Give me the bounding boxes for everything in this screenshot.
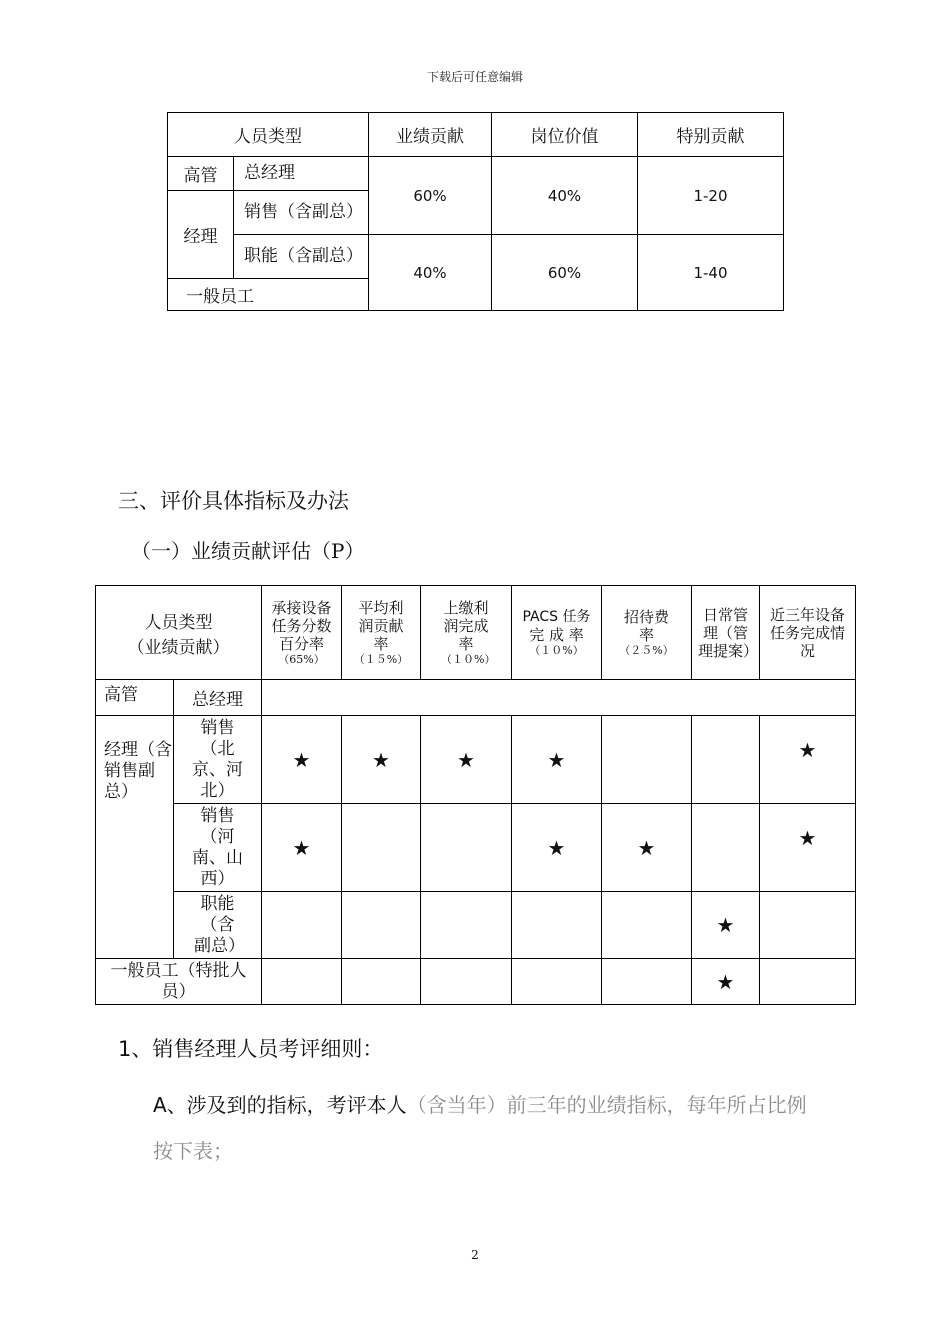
weight-table (167, 112, 784, 311)
th-col-hospitality-sub: （２５%） (619, 643, 674, 657)
empty-cell (342, 959, 421, 1005)
th-col-equipment (262, 586, 342, 680)
page-number: 2 (471, 1248, 479, 1262)
th-type-label: 人员类型 (144, 612, 213, 633)
page-header: 下载后可任意编辑 (426, 70, 523, 84)
star-cell: ★ (342, 716, 421, 804)
cell-g2-special: 1-40 (638, 235, 784, 311)
cell-gaoguan: 高管 (168, 157, 234, 191)
empty-cell (760, 892, 856, 959)
empty-cell (602, 892, 692, 959)
empty-cell (421, 892, 512, 959)
th-type (96, 586, 262, 680)
cell-g2-position: 60% (492, 235, 638, 311)
th-col-pacs-label-a: PACS 任务 (522, 609, 591, 625)
th-col-profit-label: 平均利润贡献率 (358, 598, 404, 653)
item-a-text-2: （含当年）前三年的业绩指标，每年所占比例按下表； (153, 1093, 807, 1163)
star-cell: ★ (512, 804, 602, 892)
cell-g1-performance: 60% (369, 157, 492, 235)
empty-cell (262, 892, 342, 959)
star-cell: ★ (602, 804, 692, 892)
th-col-daily-label: 日常管理（管理提案） (698, 605, 759, 660)
th-col-pacs (512, 586, 602, 680)
cell-zongjingli: 总经理 (234, 157, 369, 191)
row-yiban: 一般员工（特批人员） (96, 959, 262, 1005)
empty-cell (421, 959, 512, 1005)
th-col-equipment-sub: （65%） (278, 652, 325, 666)
star-cell: ★ (262, 804, 342, 892)
empty-cell (342, 804, 421, 892)
th-col-pacs-sub: （１０%） (529, 644, 584, 657)
th-col-remit (421, 586, 512, 680)
th-col-pacs-label-b: 完 成 率 (529, 626, 584, 644)
star-cell: ★ (262, 716, 342, 804)
th-type-sub: （业绩贡献） (127, 637, 230, 658)
empty-cell (512, 959, 602, 1005)
empty-cell (512, 892, 602, 959)
item-1-number: 1 (118, 1037, 132, 1061)
row-zhineng: 职能（含副总） (174, 892, 262, 959)
empty-cell (692, 716, 760, 804)
indicator-table (95, 585, 856, 1005)
empty-cell (421, 804, 512, 892)
row-zongjingli: 总经理 (174, 680, 262, 716)
row-gaoguan: 高管 (96, 680, 174, 716)
th-col-daily (692, 586, 760, 680)
cell-zhineng: 职能（含副总） (234, 235, 369, 279)
star-cell: ★ (692, 892, 760, 959)
empty-cell (692, 804, 760, 892)
star-cell: ★ (760, 716, 856, 804)
row-xs-hn: 销售（河南、山西） (174, 804, 262, 892)
star-cell: ★ (421, 716, 512, 804)
empty-cell (342, 892, 421, 959)
row-xs-bj: 销售（北京、河北） (174, 716, 262, 804)
cell-g2-performance: 40% (369, 235, 492, 311)
th-col-hospitality (602, 586, 692, 680)
row-jingli: 经理（含销售副总） (96, 716, 174, 959)
row-zongjingli-empty (262, 680, 856, 716)
item-a-paragraph (153, 1082, 823, 1174)
item-a-text-1: 、涉及到的指标，考评本人 (166, 1093, 407, 1117)
th-col-profit-sub: （１５%） (353, 652, 409, 666)
cell-g1-special: 1-20 (638, 157, 784, 235)
star-cell: ★ (692, 959, 760, 1005)
cell-g1-position: 40% (492, 157, 638, 235)
th-col-remit-sub: （１０%） (441, 652, 496, 666)
empty-cell (760, 959, 856, 1005)
cell-jingli: 经理 (168, 191, 234, 279)
empty-cell (602, 716, 692, 804)
star-cell: ★ (760, 804, 856, 892)
item-a-letter: A (153, 1093, 167, 1117)
th-col-equipment-label: 承接设备任务分数百分率 (271, 598, 332, 653)
cell-yiban: 一般员工 (168, 279, 369, 311)
empty-cell (262, 959, 342, 1005)
th-special: 特别贡献 (638, 113, 784, 157)
th-col-profit (342, 586, 421, 680)
empty-cell (602, 959, 692, 1005)
star-cell: ★ (512, 716, 602, 804)
th-position-value: 岗位价值 (492, 113, 638, 157)
section-title: 三、评价具体指标及办法 (118, 489, 349, 513)
th-col-threeyear-label: 近三年设备任务完成情况 (770, 605, 846, 660)
item-1-text: 、销售经理人员考评细则： (131, 1037, 384, 1061)
th-col-hospitality-label: 招待费率 (624, 607, 670, 644)
item-1-heading (118, 1033, 383, 1063)
th-personnel-type: 人员类型 (168, 113, 369, 157)
th-col-threeyear (760, 586, 856, 680)
th-performance: 业绩贡献 (369, 113, 492, 157)
cell-xiaoshou: 销售（含副总） (234, 191, 369, 235)
th-col-remit-label: 上缴利润完成率 (443, 598, 489, 653)
subsection-title: （一）业绩贡献评估（P） (131, 539, 365, 563)
